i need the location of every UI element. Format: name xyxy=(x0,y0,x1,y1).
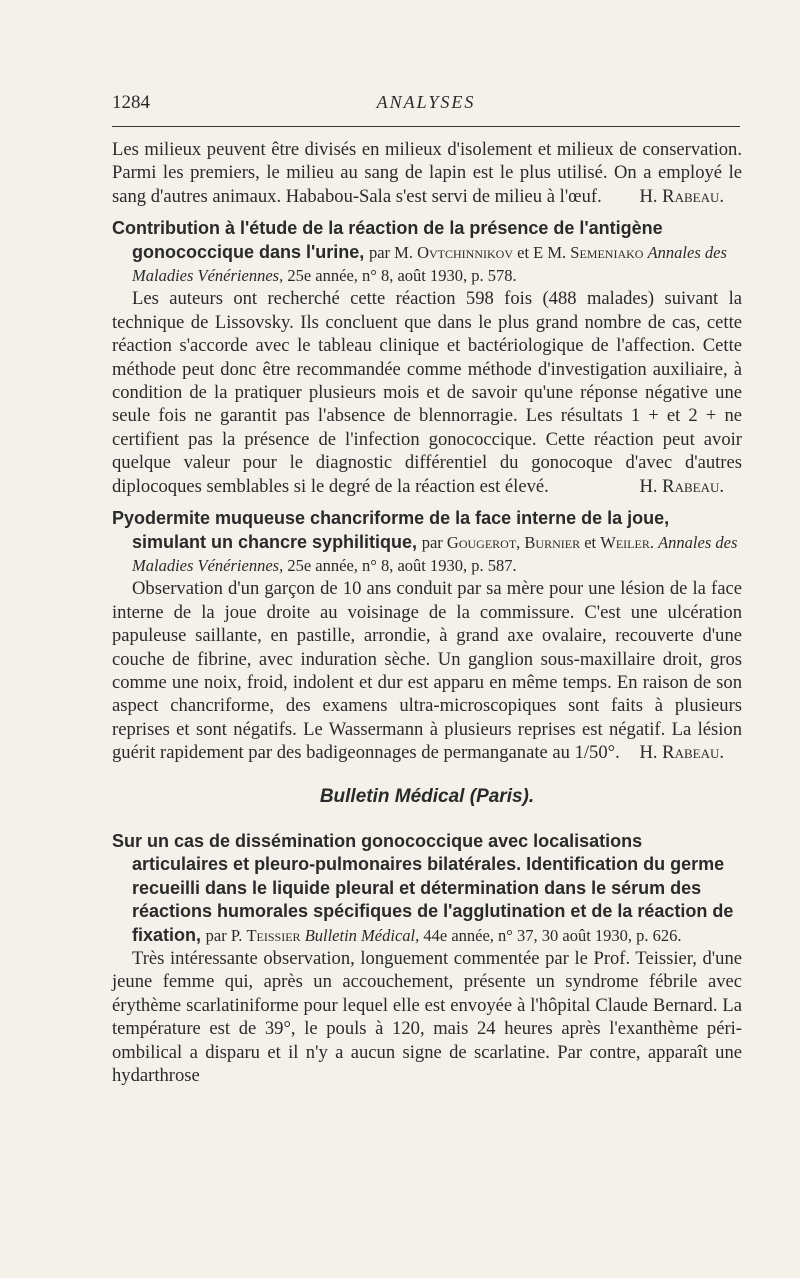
par-word: par M. xyxy=(368,242,413,262)
par-word: par P. xyxy=(205,925,243,945)
article-3-title: Sur un cas de dissémination gonococcique avec localisations articulaires et pleuro-pulmonaires bilatérales. Identification du germe recueilli dans le liquide pleural et détermination dans le sérum des réactions humorales spécifiques de l'agglutination et de la réaction de fixation, xyxy=(112,831,734,945)
et-word: et E M. xyxy=(517,242,567,262)
article-2-title: Pyodermite muqueuse chancriforme de la face interne de la joue, simulant un chancre syphilitique, xyxy=(112,508,670,552)
par-word: par xyxy=(421,532,443,552)
citation-details: 25e année, n° 8, août 1930, p. 587. xyxy=(287,555,517,575)
journal-name: Bulletin Médical, xyxy=(304,925,420,945)
signature-text: H. Rabeau. xyxy=(639,475,724,497)
article-2-body: Observation d'un garçon de 10 ans conduit par sa mère pour une lésion de la face interne de la joue droite au voisinage de la commissure. C'est une ulcération papuleuse saillante, en pastille, arrondie, à grand axe ovalaire, recouverte d'une couche de fibrine, avec induration sèche. Un ganglion sous-maxillaire droit, gros comme une noix, froid, indolent et dur est apparu en même temps. En raison de son aspect chancriforme, des examens ultra-microscopiques sont faits à plusieurs reprises et sont négatifs. Le Wassermann à plusieurs reprises est négatif. La lésion guérit rapidement par des badigeonnages de permanganate au 1/50°. xyxy=(112,578,742,764)
article-1-title: Contribution à l'étude de la réaction de la présence de l'antigène gonococcique dans l'urine, xyxy=(112,218,663,262)
citation-details: 25e année, n° 8, août 1930, p. 578. xyxy=(287,266,517,286)
running-title: ANALYSES xyxy=(376,92,476,112)
author-name: Ovtchinnikov xyxy=(417,242,513,262)
signature-text: H. Rabeau. xyxy=(639,742,724,764)
page-number: 1284 xyxy=(112,92,150,113)
page-header xyxy=(112,92,740,118)
author-name: Teissier xyxy=(246,925,301,945)
journal-name: Annales des Maladies Vénériennes, xyxy=(132,532,738,575)
article-3-citation xyxy=(206,926,682,945)
article-3-heading xyxy=(112,830,742,947)
et-word: et xyxy=(584,532,597,552)
article-2-heading xyxy=(112,507,742,577)
header-rule xyxy=(112,126,740,127)
page-content xyxy=(112,138,742,1087)
journal-name: Annales des Maladies Vénériennes, xyxy=(132,242,727,286)
journal-section-heading: Bulletin Médical (Paris). xyxy=(319,785,535,807)
author-name: Gougerot, Burnier xyxy=(446,532,581,552)
signature-text: H. Rabeau. xyxy=(639,185,724,207)
author-name: Semeniako xyxy=(570,242,644,262)
article-1-heading xyxy=(112,217,742,287)
citation-details: 44e année, n° 37, 30 août 1930, p. 626. xyxy=(423,925,682,945)
author-name: Weiler. xyxy=(600,532,654,552)
intro-paragraph: Les milieux peuvent être divisés en milieux d'isolement et milieux de conservation. Parmi les premiers, le milieu au sang de lapin est le plus utilisé. On a employé le sang d'autres animaux. Hababou-Sala s'est servi de milieu à l'œuf. xyxy=(112,139,742,207)
article-1-body: Les auteurs ont recherché cette réaction 598 fois (488 malades) suivant la technique de Lissovsky. Ils concluent que dans le plus grand nombre de cas, cette réaction s'accorde avec le tableau clinique et bactériologique de l'affection. Cette méthode peut donc être recommandée comme méthode d'investigation auxiliaire, à condition de la pratiquer plusieurs mois et de savoir qu'une réponse négative une seule fois ne garantit pas l'absence de blennorragie. Les résultats 1 + et 2 + ne certifient pas la présence de l'infection gonococcique. Cette réaction peut avoir quelque valeur pour le diagnostic différentiel du gonocoque d'avec d'autres diplocoques semblables si le degré de la réaction est élevé. xyxy=(112,288,742,497)
article-3-body: Très intéressante observation, longuement commentée par le Prof. Teissier, d'une jeune femme qui, après un accouchement, présente un syndrome fébrile avec érythème scarlatiniforme pour lequel elle est envoyée à l'hôpital Claude Bernard. La température est de 39°, le pouls à 120, mais 24 heures après l'exanthème péri-ombilical a disparu et il n'y a aucun signe de scarlatine. Par contre, apparaît une hydarthrose xyxy=(112,948,742,1087)
